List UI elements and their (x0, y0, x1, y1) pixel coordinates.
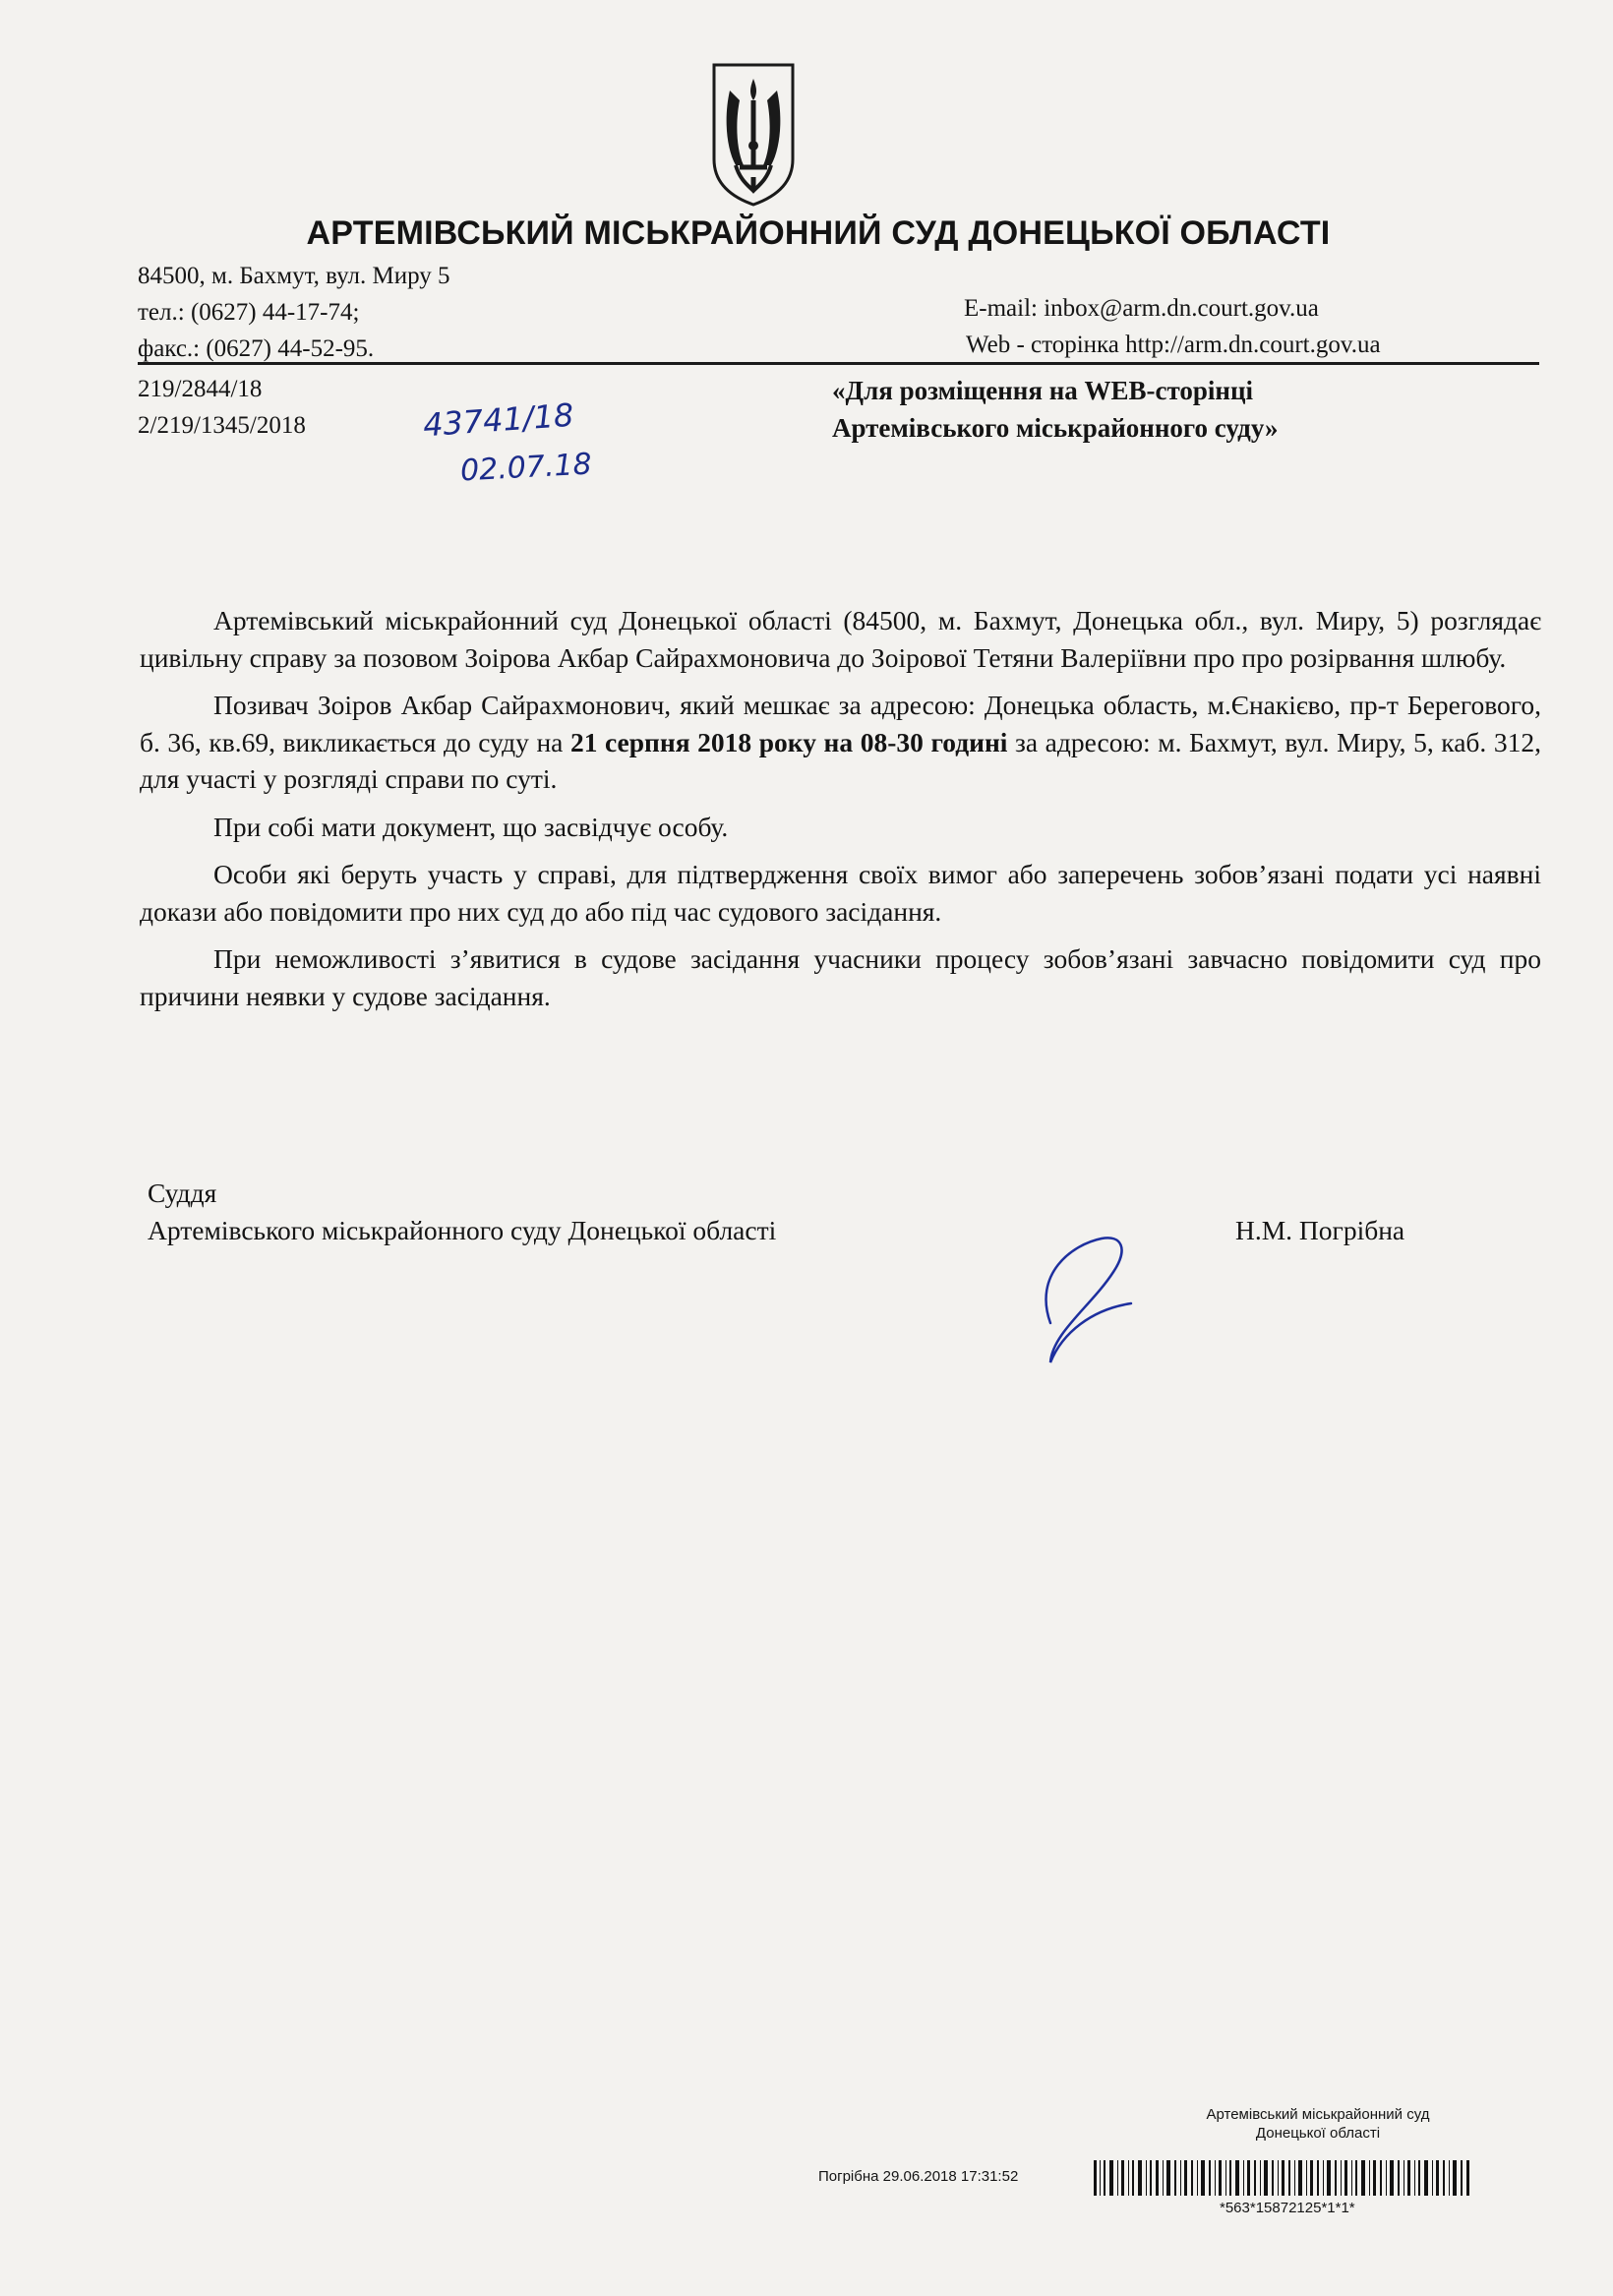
summons-text-start: Позивач Зоіров Акбар Сайрахмонович, який мешкає за адресою: Донецька область, м.Єнакієво, пр-т Берегового, б. 36, кв.69, викликається до суду на (140, 690, 1541, 757)
web-notice-line-1: «Для розміщення на WEB-сторінці (832, 376, 1254, 405)
court-fax: факс.: (0627) 44-52-95. (138, 335, 375, 362)
electronic-signature-stamp: Погрібна 29.06.2018 17:31:52 (818, 2168, 1019, 2185)
web-notice-line-2: Артемівського міськрайонного суду» (832, 413, 1279, 443)
summons-text-end: за адресою: м. Бахмут, вул. Миру, 5, каб. 312, для участі у розгляді справи по суті. (140, 726, 1541, 794)
barcode-icon (1094, 2160, 1470, 2196)
footer-court-line-1: Артемівський міськрайонний суд (1206, 2106, 1430, 2123)
court-address: 84500, м. Бахмут, вул. Миру 5 (138, 263, 450, 289)
court-name: АРТЕМІВСЬКИЙ МІСЬКРАЙОННИЙ СУД ДОНЕЦЬКОЇ ОБЛАСТІ (306, 214, 1331, 252)
paragraph-case-description: Артемівський міськрайонний суд Донецької області (84500, м. Бахмут, Донецька обл., вул. Миру, 5) розглядає цивільну справу за позовом Зоірова Акбар Сайрахмоновича до Зоірової Тетяни Валеріївни про про розірвання шлюбу. (140, 605, 1541, 673)
handwritten-date: 02.07.18 (459, 447, 593, 489)
footer-court-line-2: Донецької області (1255, 2125, 1381, 2142)
paragraph-evidence: Особи які беруть участь у справі, для підтвердження своїх вимог або заперечень зобов’язані подати усі наявні докази або повідомити про них суд до або під час судового засідання. (140, 859, 1541, 927)
court-email: E-mail: inbox@arm.dn.court.gov.ua (964, 295, 1319, 322)
barcode-text: *563*15872125*1*1* (1220, 2200, 1355, 2216)
document-body (140, 602, 1541, 1025)
proceeding-number: 2/219/1345/2018 (138, 412, 306, 439)
court-website: Web - сторінка http://arm.dn.court.gov.ua (966, 332, 1381, 358)
hearing-datetime: 21 серпня 2018 року на 08-30 годині (569, 726, 1008, 757)
judge-title: Суддя (148, 1178, 217, 1208)
case-number: 219/2844/18 (138, 376, 263, 402)
footer-court (1170, 2105, 1465, 2143)
judge-court: Артемівського міськрайонного суду Донецької області (148, 1215, 777, 1245)
paragraph-summons (140, 687, 1541, 798)
header-divider (138, 362, 1539, 365)
handwritten-incoming-number: 43741/18 (421, 395, 575, 445)
paragraph-id-document: При собі мати документ, що засвідчує особу. (213, 811, 729, 842)
coat-of-arms-icon (710, 61, 797, 209)
court-phone: тел.: (0627) 44-17-74; (138, 299, 360, 326)
web-publication-notice (832, 372, 1279, 447)
judge-signature-icon (993, 1215, 1156, 1372)
judge-name: Н.М. Погрібна (1235, 1215, 1405, 1245)
paragraph-absence-notice: При неможливості з’явитися в судове засідання учасники процесу зобов’язані завчасно повідомити суд про причини неявки у судове засідання. (140, 943, 1541, 1011)
